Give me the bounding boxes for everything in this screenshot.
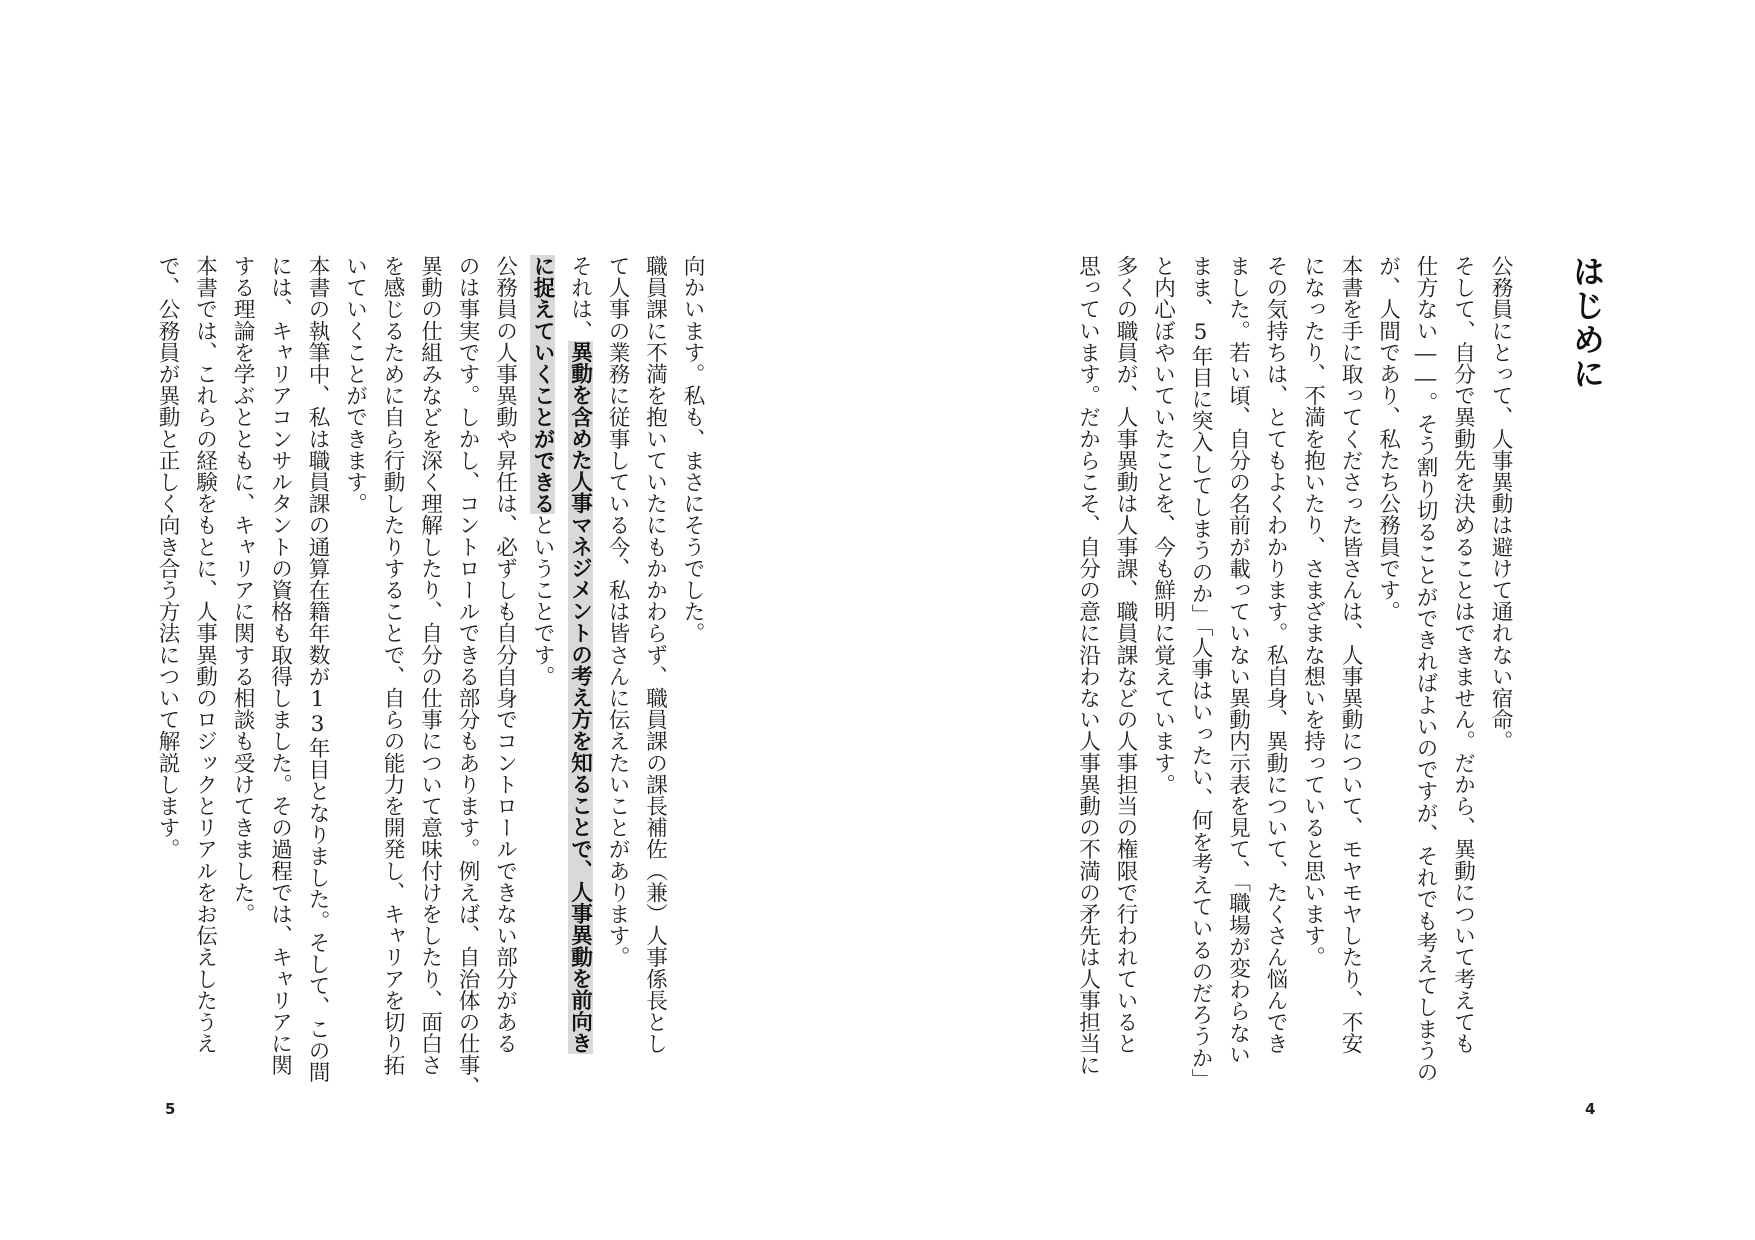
body-line: 公務員にとって、人事異動は避けて通れない宿命。 (1488, 255, 1513, 752)
page-number: 4 (1585, 1100, 1596, 1118)
body-line: 思っています。だからこそ、自分の意に沿わない人事異動の不満の矛先は人事担当に (1075, 255, 1101, 1076)
body-text: ということです。 (530, 514, 555, 688)
body-line: のは事実です。しかし、コントロールできる部分もあります。例えば、自治体の仕事、 (455, 255, 480, 1098)
highlighted-text: 異動を含めた人事マネジメントの考え方を知ることで、人事異動を前向き (567, 341, 593, 1055)
body-line: になったり、不満を抱いたり、さまざまな想いを持っていると思います。 (1300, 255, 1326, 968)
body-line-emphasis (561, 255, 599, 1075)
body-line: て人事の業務に従事している今、私は皆さんに伝えたいことがあります。 (605, 255, 630, 968)
right-page (877, 0, 1755, 1240)
body-line: まま、5年目に突入してしまうのか」「人事はいったい、何を考えているのだろうか」 (1188, 255, 1213, 1090)
body-line: 異動の仕組みなどを深く理解したり、自分の仕事について意味付けをしたり、面白さ (417, 255, 443, 1076)
body-line: 本書の執筆中、私は職員課の通算在籍年数が13年目となりました。そして、この間 (305, 255, 330, 1083)
body-line: を感じるために自ら行動したりすることで、自らの能力を開発し、キャリアを切り拓 (380, 255, 405, 1076)
body-line: 仕方ない――。そう割り切ることができればよいのですが、それでも考えてしまうの (1413, 255, 1438, 1083)
body-line: そして、自分で異動先を決めることはできません。だから、異動について考えても (1450, 255, 1476, 1055)
body-text: それは、 (567, 255, 593, 342)
highlighted-text: に捉えていくことができる (530, 255, 555, 515)
body-line: が、人間であり、私たち公務員です。 (1375, 255, 1401, 623)
body-line: と内心ぼやいていたことを、今も鮮明に覚えています。 (1150, 255, 1176, 795)
body-line: いていくことができます。 (342, 255, 368, 515)
body-line: 職員課に不満を抱いていたにもかかわらず、職員課の課長補佐（兼）人事係長とし (642, 255, 668, 1055)
body-line: 公務員の人事異動や昇任は、必ずしも自分自身でコントロールできない部分がある (492, 255, 518, 1055)
body-line: する理論を学ぶとともに、キャリアに関する相談も受けてきました。 (230, 255, 255, 925)
body-line: には、キャリアコンサルタントの資格も取得しました。その過程では、キャリアに関 (267, 255, 293, 1076)
body-line: 多くの職員が、人事異動は人事課、職員課などの人事担当の権限で行われていると (1113, 255, 1138, 1055)
body-line: 本書では、これらの経験をもとに、人事異動のロジックとリアルをお伝えしたうえ (192, 255, 218, 1055)
right-page-body (1069, 255, 1519, 1090)
left-page (0, 0, 877, 1240)
body-line: 本書を手に取ってくださった皆さんは、人事異動について、モヤモヤしたり、不安 (1338, 255, 1363, 1055)
body-line-emphasis (524, 255, 562, 1075)
body-line: その気持ちは、とてもよくわかります。私自身、異動について、たくさん悩んでき (1263, 255, 1288, 1055)
chapter-heading: はじめに (1568, 255, 1606, 391)
page-number: 5 (165, 1100, 176, 1118)
left-page-body (149, 255, 712, 1098)
body-line: で、公務員が異動と正しく向き合う方法について解説します。 (155, 255, 180, 860)
body-line: 向かいます。私も、まさにそうでした。 (680, 255, 705, 644)
body-line: ました。若い頃、自分の名前が載っていない異動内示表を見て、「職場が変わらない (1225, 255, 1251, 1065)
